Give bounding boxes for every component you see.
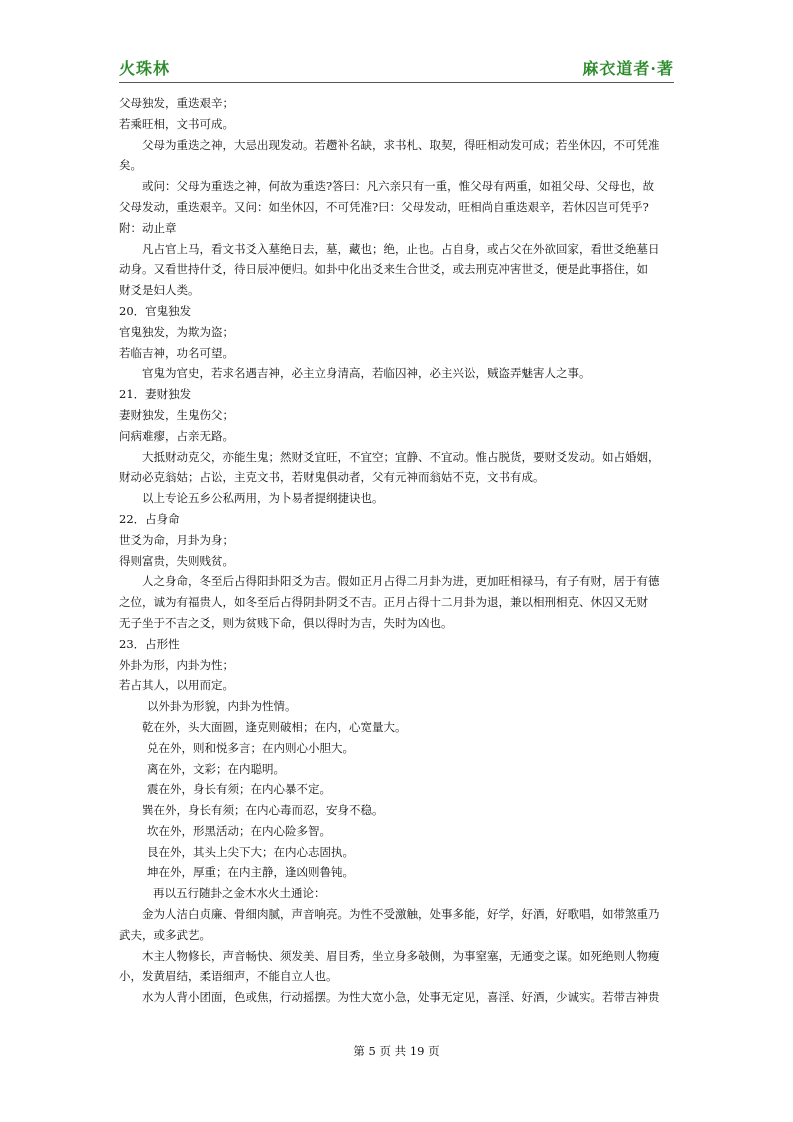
text-line: 无子坐于不吉之爻，则为贫贱下命，俱以得时为吉，失时为凶也。 (119, 615, 453, 630)
text-line: 动身。又看世持什爻，待日辰冲便归。如卦中化出爻来生合世爻，或去刑克冲害世爻，便是此事搭住，如 (119, 262, 648, 277)
header-book-title: 火珠林 (119, 59, 171, 78)
text-line: 父母发动，重迭艰辛。又问：如坐休囚，不可凭准?曰：父母发动，旺相尚自重迭艰辛，若休囚岂可凭乎? (119, 199, 649, 214)
text-line: 22．占身命 (119, 511, 180, 526)
text-line: 离在外，文彩；在内聪明。 (147, 761, 285, 776)
text-line: 问病难瘳，占亲无路。 (119, 428, 234, 443)
document-body (119, 93, 674, 1008)
text-line: 坎在外，形黑活动；在内心险多智。 (147, 823, 331, 838)
text-line: 若占其人，以用而定。 (119, 678, 234, 693)
text-line: 木主人物修长，声音畅快、须发美、眉目秀，坐立身多攲侧，为事窒塞，无通变之谋。如死绝则人物瘦 (142, 948, 660, 963)
text-line: 武夫，或多武艺。 (119, 927, 211, 942)
text-line: 父母为重迭之神，大忌出现发动。若趱补名缺，求书札、取契，得旺相动发可成；若坐休囚，不可凭准 (142, 137, 660, 152)
text-line: 小，发黄眉结，柔语细声，不能自立人也。 (119, 969, 338, 984)
text-line: 金为人洁白贞廉、骨细肉腻，声音响亮。为性不受激触，处事多能，好学，好酒，好歌唱，如带煞重乃 (142, 907, 660, 922)
text-line: 以上专论五乡公私两用，为卜易者提纲捷诀也。 (142, 491, 384, 506)
text-line: 官鬼为官史，若求名遇吉神，必主立身清高，若临囚神，必主兴讼，贼盗弄魅害人之事。 (142, 366, 591, 381)
text-line: 妻财独发，生鬼伤父； (119, 407, 234, 422)
text-line: 得则富贵，失则贱贫。 (119, 553, 234, 568)
text-line: 乾在外，头大面圆，逢克则破相；在内，心宽量大。 (142, 719, 407, 734)
text-line: 21．妻财独发 (119, 387, 192, 402)
text-line: 再以五行随卦之金木水火土通论： (153, 886, 326, 901)
header-author: 麻衣道者·著 (582, 59, 674, 78)
text-line: 凡占官上马，看文书爻入墓绝日去，墓，藏也；绝，止也。占自身，或占父在外欲回家，看世爻绝墓日 (142, 241, 660, 256)
text-line: 矣。 (119, 158, 142, 173)
text-line: 以外卦为形貌，内卦为性情。 (147, 699, 297, 714)
text-line: 人之身命，冬至后占得阳卦阳爻为吉。假如正月占得二月卦为进，更加旺相禄马，有子有财，居于有德 (142, 574, 660, 589)
text-line: 艮在外，其头上尖下大；在内心志固执。 (147, 844, 354, 859)
page-header (119, 56, 674, 80)
text-line: 巽在外，身长有须；在内心毒而忍，安身不稳。 (142, 803, 384, 818)
text-line: 外卦为形，内卦为性； (119, 657, 234, 672)
text-line: 大抵财动克父，亦能生鬼；然财爻宜旺，不宜空；宜静、不宜动。惟占脱货，要财爻发动。如占婚姻， (142, 449, 660, 464)
text-line: 坤在外，厚重；在内主静，逢凶则鲁钝。 (147, 865, 354, 880)
text-line: 财爻是妇人类。 (119, 283, 200, 298)
text-line: 之位，诚为有福贵人，如冬至后占得阴卦阴爻不吉。正月占得十二月卦为退，兼以相刑相克、休囚又无财 (119, 595, 648, 610)
text-line: 世爻为命，月卦为身； (119, 532, 234, 547)
text-line: 若临吉神，功名可望。 (119, 345, 234, 360)
text-line: 父母独发，重迭艰辛； (119, 96, 234, 110)
text-line: 兑在外，则和悦多言；在内则心小胆大。 (147, 740, 354, 755)
text-line: 财动必克翁姑；占讼，主克文书，若财鬼俱动者，父有元神而翁姑不克，文书有成。 (119, 470, 545, 485)
page-footer: 第 5 页 共 19 页 (353, 1044, 440, 1058)
text-line: 水为人背小团面，色或焦，行动摇摆。为性大宽小急，处事无定见，喜淫、好酒，少诚实。若带吉神贵 (142, 990, 660, 1005)
text-line: 20．官鬼独发 (119, 303, 192, 318)
text-line: 若乘旺相，文书可成。 (119, 116, 234, 131)
text-line: 震在外，身长有须；在内心暴不定。 (147, 782, 331, 797)
header-divider (119, 82, 674, 83)
text-line: 附：动止章 (119, 220, 177, 235)
text-line: 官鬼独发，为欺为盗； (119, 324, 234, 339)
text-line: 或问：父母为重迭之神，何故为重迭?答曰：凡六亲只有一重，惟父母有两重，如祖父母、父母也，故 (142, 179, 655, 194)
text-line: 23．占形性 (119, 636, 180, 651)
